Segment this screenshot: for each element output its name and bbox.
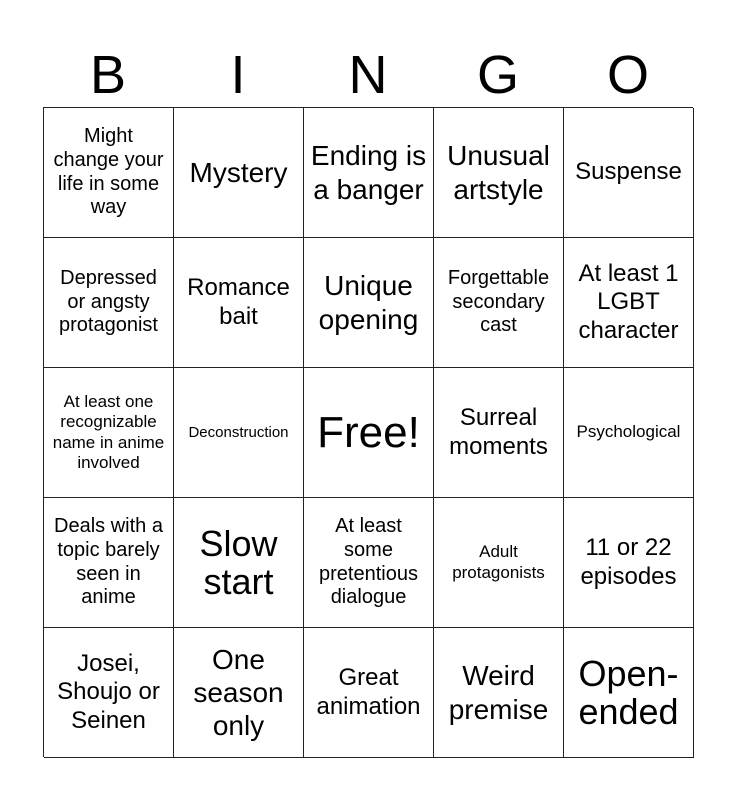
bingo-cell[interactable]: [44, 108, 174, 238]
bingo-board: [43, 107, 693, 757]
bingo-cell[interactable]: [564, 628, 694, 758]
cell-label: Weird premise: [448, 660, 549, 725]
cell-label: Unique opening: [318, 270, 419, 335]
cell-label: At least some pretentious dialogue: [319, 515, 418, 609]
cell-label: Mystery: [189, 156, 288, 188]
bingo-cell[interactable]: [434, 238, 564, 368]
bingo-cell[interactable]: [564, 108, 694, 238]
header-letter-o: O: [606, 45, 649, 105]
free-space-cell[interactable]: [304, 368, 434, 498]
bingo-cell[interactable]: [44, 628, 174, 758]
header-letter-n: N: [348, 45, 388, 105]
bingo-cell[interactable]: [564, 368, 694, 498]
cell-label: Depressed or angsty protagonist: [59, 267, 158, 337]
cell-label: At least 1 LGBT character: [578, 260, 679, 344]
cell-label: Suspense: [575, 158, 682, 186]
cell-label: One season only: [193, 643, 284, 742]
bingo-cell[interactable]: [434, 368, 564, 498]
bingo-cell[interactable]: [44, 238, 174, 368]
bingo-cell[interactable]: [564, 238, 694, 368]
bingo-cell[interactable]: [44, 498, 174, 628]
cell-label: Ending is a banger: [310, 140, 427, 205]
cell-label: Surreal moments: [449, 404, 548, 460]
cell-label: Deconstruction: [188, 423, 289, 441]
cell-label: Open-ended: [578, 652, 679, 732]
cell-label: Slow start: [199, 522, 278, 602]
cell-label: At least one recognizable name in anime involved: [52, 392, 165, 472]
cell-label: Adult protagonists: [452, 542, 545, 582]
free-space-label: Free!: [317, 407, 420, 457]
bingo-cell[interactable]: [44, 368, 174, 498]
bingo-cell[interactable]: [564, 498, 694, 628]
bingo-cell[interactable]: [174, 628, 304, 758]
bingo-cell[interactable]: [434, 498, 564, 628]
bingo-cell[interactable]: [304, 498, 434, 628]
header-letter-b: B: [89, 45, 127, 105]
cell-label: Psychological: [576, 422, 681, 442]
cell-label: 11 or 22 episodes: [580, 534, 677, 590]
cell-label: Forgettable secondary cast: [447, 267, 550, 337]
cell-label: Unusual artstyle: [447, 140, 550, 205]
header-letter-i: I: [230, 45, 246, 105]
cell-label: Deals with a topic barely seen in anime: [54, 515, 163, 609]
bingo-header: [43, 42, 693, 108]
cell-label: Might change your life in some way: [53, 125, 164, 219]
bingo-cell[interactable]: [174, 238, 304, 368]
cell-label: Great animation: [316, 664, 421, 720]
header-letter-g: G: [476, 45, 519, 105]
bingo-cell[interactable]: [434, 108, 564, 238]
bingo-cell[interactable]: [434, 628, 564, 758]
bingo-cell[interactable]: [304, 628, 434, 758]
bingo-cell[interactable]: [174, 498, 304, 628]
cell-label: Josei, Shoujo or Seinen: [57, 650, 160, 734]
cell-label: Romance bait: [187, 274, 290, 330]
bingo-cell[interactable]: [174, 108, 304, 238]
bingo-cell[interactable]: [304, 108, 434, 238]
bingo-cell[interactable]: [174, 368, 304, 498]
bingo-cell[interactable]: [304, 238, 434, 368]
